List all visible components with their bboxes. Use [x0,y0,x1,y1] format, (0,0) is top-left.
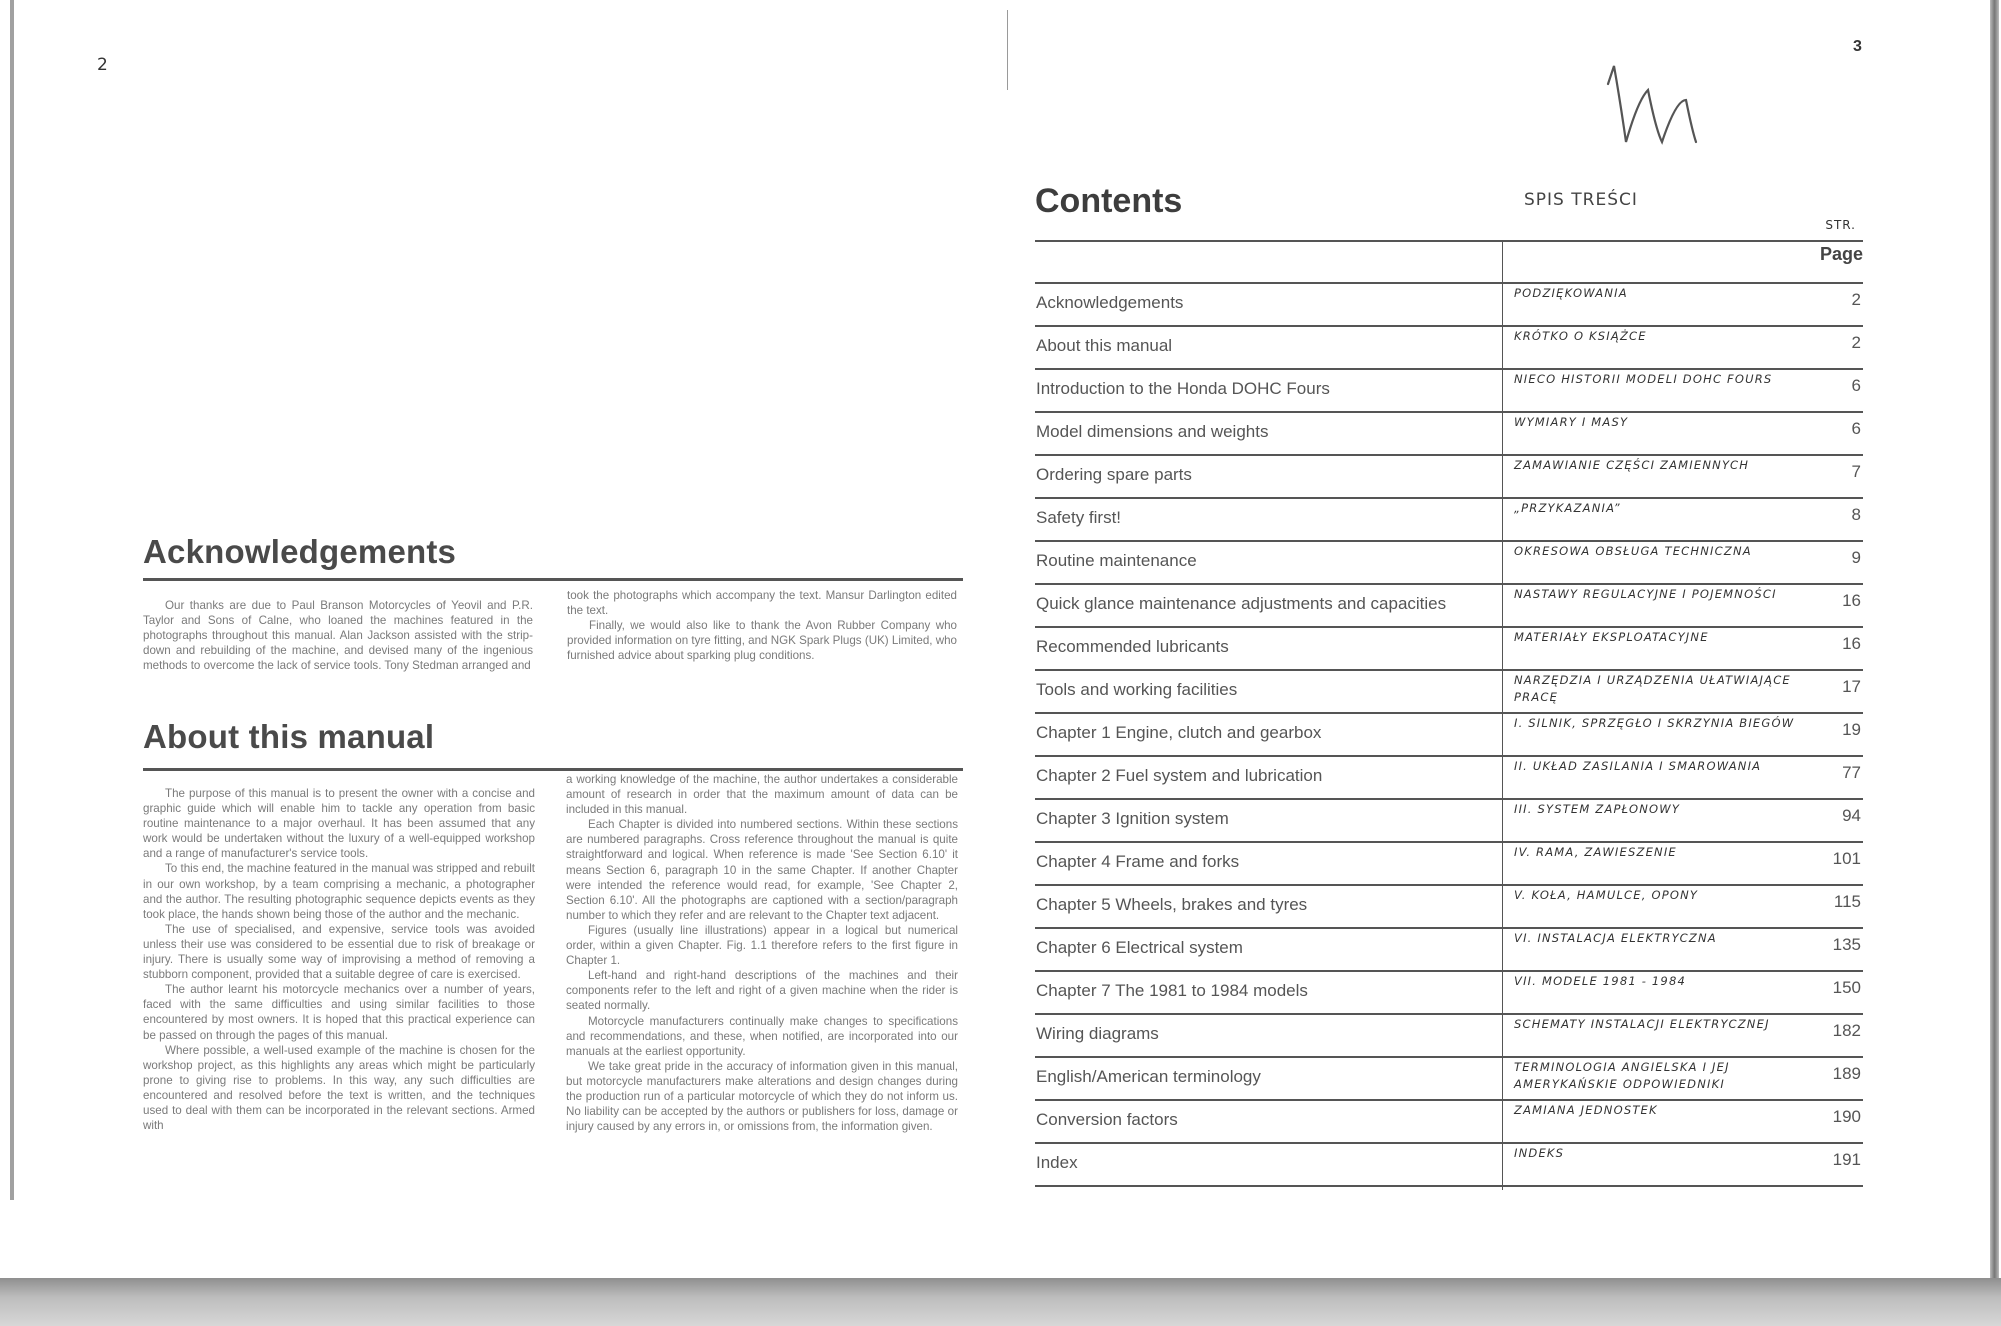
toc-entry-polish-note: KRÓTKO O KSIĄŻCE [1514,329,1647,343]
row-rule [1035,540,1863,542]
handwritten-title: SPIS TREŚCI [1524,190,1638,210]
page-column-header: Page [1819,244,1863,264]
toc-entry-label: Wiring diagrams [1036,1024,1159,1043]
row-rule [1035,411,1863,413]
row-rule [1035,454,1863,456]
toc-entry-page: 189 [1832,1064,1861,1083]
row-rule [1035,368,1863,370]
toc-entry-label: Acknowledgements [1036,293,1184,312]
toc-entry-page: 6 [1851,419,1861,438]
toc-entry-label: Routine maintenance [1036,551,1197,570]
left-page [0,0,1008,1282]
binding-edge [10,0,14,1200]
toc-entry-page: 135 [1832,935,1861,954]
column-divider [1502,240,1503,1190]
about-paragraph: The author learnt his motorcycle mechanics over a number of years, faced with the same difficulties and using similar facilities to those encountered by most owners. It is hoped that this practical experience can be passed on through the pages of this manual. [143,983,535,1042]
toc-entry-polish-note: PODZIĘKOWANIA [1514,286,1628,300]
toc-entry-page: 2 [1851,290,1861,309]
table-top-rule [1035,240,1863,242]
toc-entry-label: Safety first! [1036,508,1122,527]
toc-entry-polish-note: I. SILNIK, SPRZĘGŁO I SKRZYNIA BIEGÓW [1514,716,1795,730]
acknowledgements-rule [143,578,963,581]
row-rule [1035,1099,1863,1101]
about-paragraph: To this end, the machine featured in the manual was stripped and rebuilt in our own workshop, by a team comprising a mechanic, a photographer and the author. The resulting photographic sequence depicts events as they took place, the hands shown being those of the author and the mechanic. [143,862,535,921]
about-col2 [566,772,958,1134]
toc-entry-polish-note: WYMIARY I MASY [1514,415,1629,429]
scan-shadow [0,1278,2001,1326]
toc-entry-polish-note: VII. MODELE 1981 - 1984 [1514,974,1686,988]
toc-entry-label: Chapter 7 The 1981 to 1984 models [1036,981,1308,1000]
about-paragraph: We take great pride in the accuracy of information given in this manual, but motorcycle manufacturers make alterations and design changes during the production run of a particular motorcycle of which they do not inform us. No liability can be accepted by the authors or publishers for loss, damage or injury caused by any errors in, or omissions from, the information given. [566,1059,958,1134]
toc-entry-polish-note: II. UKŁAD ZASILANIA I SMAROWANIA [1514,759,1762,773]
toc-entry-polish-note: TERMINOLOGIA ANGIELSKA I JEJ AMERYKAŃSKIE ODPOWIEDNIKI [1514,1060,1730,1091]
contents-title: Contents [1035,182,1183,220]
about-paragraph: Each Chapter is divided into numbered sections. Within these sections are numbered paragraphs. Cross reference throughout the manual is quite straightforward and logical. When reference is made 'See Section 6.10' it means Section 6, paragraph 10 in the same Chapter. If another Chapter were intended the reference would read, for example, 'See Chapter 2, Section 6.10'. All the photographs are captioned with a section/paragraph number to which they refer and are relevant to the Chapter text adjacent. [566,818,958,922]
toc-entry-page: 190 [1832,1107,1861,1126]
acknowledgements-heading: Acknowledgements [143,533,457,570]
toc-entry-label: Quick glance maintenance adjustments and capacities [1036,594,1447,613]
toc-entry-page: 115 [1833,892,1861,911]
row-rule [1035,755,1863,757]
toc-entry-page: 2 [1851,333,1861,352]
row-rule [1035,927,1863,929]
about-col1 [143,786,535,1133]
toc-entry-label: Chapter 5 Wheels, brakes and tyres [1036,895,1308,914]
toc-entry-label: English/American terminology [1036,1067,1261,1086]
toc-entry-polish-note: ZAMAWIANIE CZĘŚCI ZAMIENNYCH [1514,458,1750,472]
toc-entry-label: About this manual [1036,336,1173,355]
toc-entry-polish-note: NASTAWY REGULACYJNE I POJEMNOŚCI [1514,587,1777,601]
toc-entry-page: 17 [1842,677,1861,696]
row-rule [1035,1142,1863,1144]
row-rule [1035,626,1863,628]
toc-entry-polish-note: V. KOŁA, HAMULCE, OPONY [1514,888,1699,902]
row-rule [1035,282,1863,284]
about-rule [143,768,963,771]
toc-entry-label: Conversion factors [1036,1110,1178,1129]
toc-entry-page: 16 [1842,634,1861,653]
toc-entry-polish-note: OKRESOWA OBSŁUGA TECHNICZNA [1514,544,1752,558]
toc-entry-label: Index [1036,1153,1078,1172]
toc-entry-label: Introduction to the Honda DOHC Fours [1036,379,1330,398]
toc-entry-polish-note: SCHEMATY INSTALACJI ELEKTRYCZNEJ [1514,1017,1770,1031]
row-rule [1035,970,1863,972]
right-page-edge [1990,0,1999,1280]
page-number-right: 3 [1853,38,1862,55]
handwritten-scribble-icon [1600,60,1720,150]
toc-entry-page: 16 [1842,591,1861,610]
about-heading: About this manual [143,718,435,755]
page-number-left: 2 [97,55,108,75]
toc-entry-page: 9 [1851,548,1861,567]
toc-entry-label: Chapter 1 Engine, clutch and gearbox [1036,723,1322,742]
row-rule [1035,884,1863,886]
toc-entry-polish-note: NARZĘDZIA I URZĄDZENIA UŁATWIAJĄCE PRACĘ [1514,673,1791,704]
about-paragraph: Left-hand and right-hand descriptions of the machines and their components refer to the left and right of a given machine when the rider is seated normally. [566,969,958,1013]
toc-entry-label: Model dimensions and weights [1036,422,1269,441]
about-paragraph: a working knowledge of the machine, the author undertakes a considerable amount of research in order that the maximum amount of data can be included in this manual. [566,773,958,817]
toc-entry-page: 94 [1842,806,1861,825]
toc-entry-page: 77 [1842,763,1861,782]
row-rule [1035,325,1863,327]
toc-entry-page: 150 [1832,978,1861,997]
toc-entry-label: Ordering spare parts [1036,465,1192,484]
acknowledgements-paragraph: took the photographs which accompany the text. Mansur Darlington edited the text. [567,589,957,618]
toc-entry-page: 182 [1832,1021,1861,1040]
about-paragraph: Motorcycle manufacturers continually make changes to specifications and recommendations, and these, when notified, are incorporated into our manuals at the earliest opportunity. [566,1014,958,1058]
toc-entry-polish-note: VI. INSTALACJA ELEKTRYCZNA [1514,931,1717,945]
toc-entry-page: 19 [1842,720,1861,739]
toc-entry-polish-note: III. SYSTEM ZAPŁONOWY [1514,802,1681,816]
toc-entry-polish-note: MATERIAŁY EKSPLOATACYJNE [1514,630,1709,644]
toc-entry-label: Chapter 4 Frame and forks [1036,852,1240,871]
toc-entry-label: Chapter 3 Ignition system [1036,809,1229,828]
row-rule [1035,712,1863,714]
handwritten-str: STR. [1825,218,1856,232]
toc-entry-page: 191 [1832,1150,1861,1169]
about-paragraph: The use of specialised, and expensive, service tools was avoided unless their use was considered to be essential due to risk of breakage or injury. There is usually some way of improvising a method of removing a stubborn component, provided that a suitable degree of care is exercised. [143,922,535,982]
row-rule [1035,583,1863,585]
toc-entry-polish-note: NIECO HISTORII MODELI DOHC FOURS [1514,372,1773,386]
toc-entry-page: 7 [1851,462,1861,481]
acknowledgements-col1 [143,598,533,673]
toc-entry-label: Chapter 6 Electrical system [1036,938,1243,957]
toc-entry-label: Chapter 2 Fuel system and lubrication [1036,766,1323,785]
toc-entry-polish-note: INDEKS [1514,1146,1565,1160]
toc-entry-polish-note: „PRZYKAZANIA” [1514,501,1621,515]
about-paragraph: Where possible, a well-used example of the machine is chosen for the workshop project, as this highlights any areas which might be particularly prone to giving rise to problems. In this way, any such difficulties are encountered and resolved before the text is written, and the techniques used to deal with them can be incorporated in the relevant sections. Armed with [143,1043,535,1133]
row-rule [1035,669,1863,671]
acknowledgements-paragraph: Our thanks are due to Paul Branson Motorcycles of Yeovil and P.R. Taylor and Sons of Calne, who loaned the machines featured in the photographs throughout this manual. Alan Jackson assisted with the strip-down and rebuilding of the machine, and devised many of the ingenious methods to overcome the lack of service tools. Tony Stedman arranged and [143,599,533,673]
toc-entry-polish-note: ZAMIANA JEDNOSTEK [1514,1103,1658,1117]
acknowledgements-paragraph: Finally, we would also like to thank the Avon Rubber Company who provided information on tyre fitting, and NGK Spark Plugs (UK) Limited, who furnished advice about sparking plug conditions. [567,619,957,663]
row-rule [1035,798,1863,800]
row-rule [1035,1013,1863,1015]
row-rule [1035,497,1863,499]
acknowledgements-col2 [567,588,957,663]
about-paragraph: The purpose of this manual is to present the owner with a concise and graphic guide which will enable him to tackle any operation from basic routine maintenance to a major overhaul. It has been assumed that any work would be undertaken without the luxury of a well-equipped workshop and a range of manufacturer's service tools. [143,787,535,861]
row-rule [1035,841,1863,843]
table-bottom-rule [1035,1185,1863,1187]
toc-entry-label: Recommended lubricants [1036,637,1229,656]
row-rule [1035,1056,1863,1058]
about-paragraph: Figures (usually line illustrations) appear in a logical but numerical order, within a given Chapter. Fig. 1.1 therefore refers to the first figure in Chapter 1. [566,923,958,968]
toc-entry-polish-note: IV. RAMA, ZAWIESZENIE [1514,845,1677,859]
toc-entry-page: 8 [1851,505,1861,524]
toc-entry-page: 6 [1851,376,1861,395]
toc-entry-page: 101 [1832,849,1861,868]
toc-entry-label: Tools and working facilities [1036,680,1238,699]
